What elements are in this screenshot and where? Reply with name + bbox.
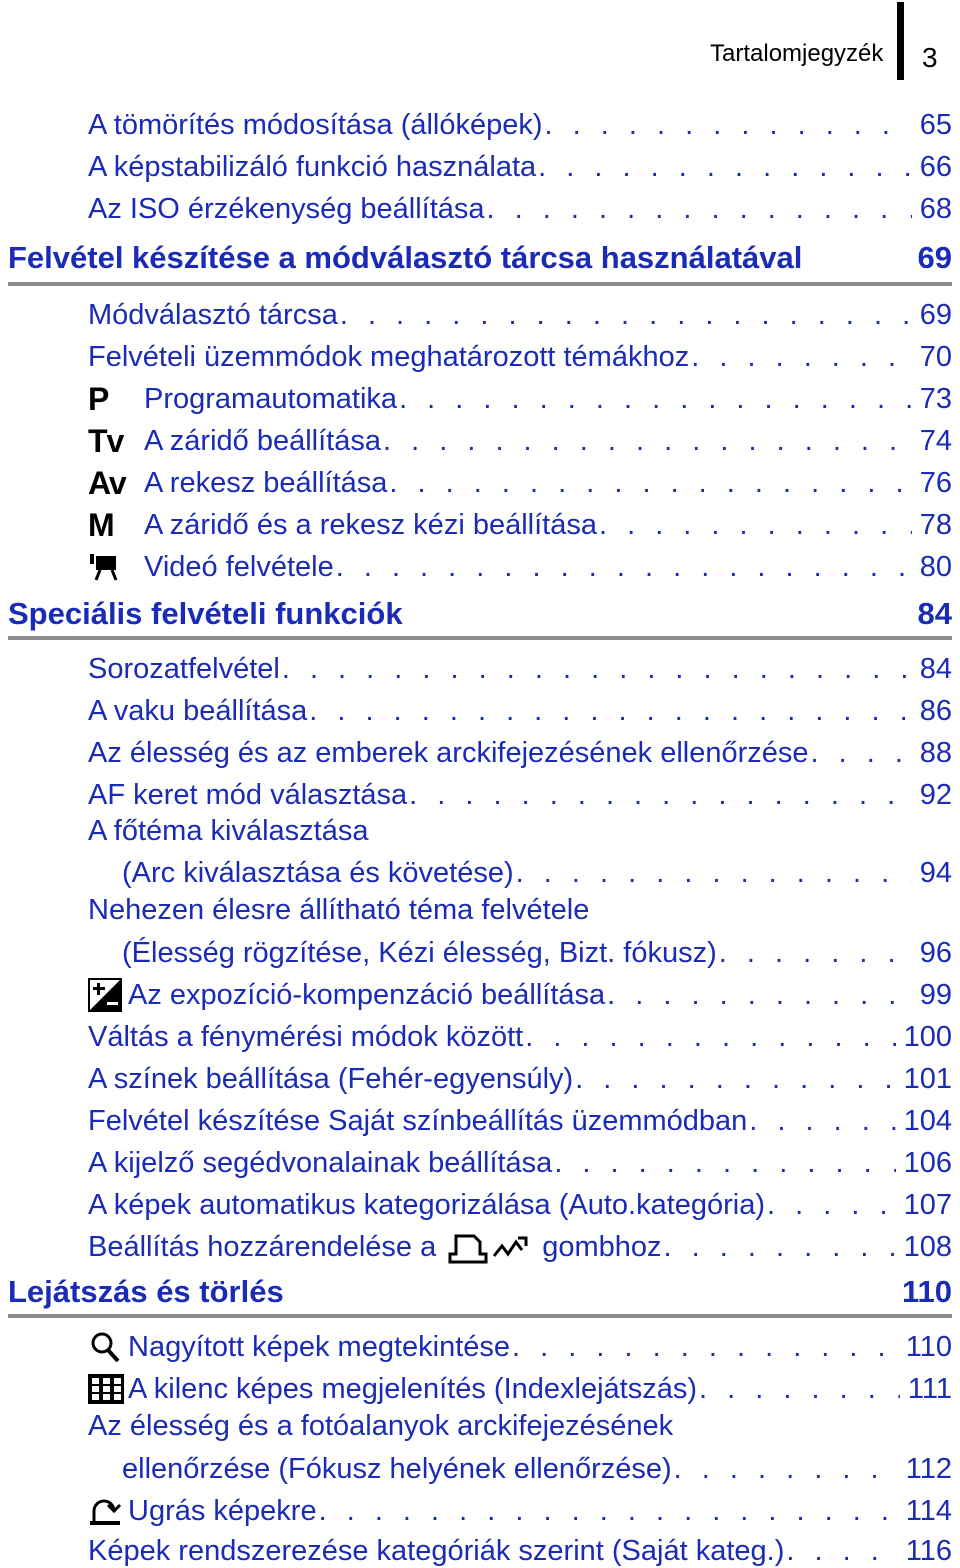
toc-entry[interactable]: ellenőrzése (Fókusz helyének ellenőrzése) . . . 112 — [122, 1444, 952, 1486]
section-divider — [8, 636, 952, 640]
toc-entry[interactable]: AF keret mód választása . . . 92 — [88, 770, 952, 812]
toc-entry[interactable]: Az ISO érzékenység beállítása . . . 68 — [88, 184, 952, 226]
movie-camera-icon — [88, 550, 144, 584]
toc-entry-line1[interactable]: Nehezen élesre állítható téma felvétele — [88, 894, 590, 926]
toc-entry[interactable]: P Programautomatika . . . 73 — [88, 374, 952, 416]
print-share-icon — [448, 1232, 530, 1264]
toc-entry[interactable]: Módválasztó tárcsa . . . 69 — [88, 290, 952, 332]
toc-entry[interactable]: Videó felvétele . . . 80 — [88, 542, 952, 584]
toc-entry[interactable]: A képek automatikus kategorizálása (Auto.kategória) . . . 107 — [88, 1180, 952, 1222]
toc-entry[interactable]: Váltás a fénymérési módok között . . . 100 — [88, 1012, 952, 1054]
aperture-priority-icon: Av — [88, 465, 126, 501]
toc-entry[interactable]: Felvétel készítése Saját színbeállítás üzemmódban . . . 104 — [88, 1096, 952, 1138]
section-heading[interactable]: Speciális felvételi funkciók 84 — [8, 596, 952, 631]
section-divider — [8, 1314, 952, 1318]
section-heading[interactable]: Lejátszás és törlés 110 — [8, 1274, 952, 1309]
program-mode-icon: P — [88, 381, 109, 417]
toc-entry[interactable]: A képstabilizáló funkció használata . . . 66 — [88, 142, 952, 184]
toc-entry[interactable]: (Arc kiválasztása és követése) . . . 94 — [122, 848, 952, 890]
header-divider — [897, 2, 904, 80]
toc-entry-line1[interactable]: Az élesség és a fotóalanyok arckifejezésének — [88, 1410, 674, 1442]
toc-entry[interactable]: Nagyított képek megtekintése . . . 110 — [88, 1322, 952, 1364]
toc-entry[interactable]: Tv A záridő beállítása . . . 74 — [88, 416, 952, 458]
toc-entry[interactable]: A vaku beállítása . . . 86 — [88, 686, 952, 728]
page-number: 3 — [922, 42, 938, 73]
toc-entry[interactable]: (Élesség rögzítése, Kézi élesség, Bizt. fókusz) . . . 96 — [122, 928, 952, 970]
toc-entry[interactable]: Képek rendszerezése kategóriák szerint (Saját kateg.) . . . 116 — [88, 1526, 952, 1568]
toc-entry[interactable]: Beállítás hozzárendelése a gombhoz . . . 108 — [88, 1222, 952, 1264]
toc-entry[interactable]: Az expozíció-kompenzáció beállítása . . . 99 — [88, 970, 952, 1012]
toc-entry[interactable]: M A záridő és a rekesz kézi beállítása . . . 78 — [88, 500, 952, 542]
toc-entry[interactable]: Av A rekesz beállítása . . . 76 — [88, 458, 952, 500]
manual-mode-icon: M — [88, 507, 114, 543]
section-heading[interactable]: Felvétel készítése a módválasztó tárcsa használatával 69 — [8, 240, 952, 275]
toc-entry[interactable]: A kilenc képes megjelenítés (Indexlejátszás) . . . 111 — [88, 1364, 952, 1406]
toc-entry[interactable]: Felvételi üzemmódok meghatározott témákhoz . . . 70 — [88, 332, 952, 374]
section-divider — [8, 282, 952, 286]
magnify-icon — [88, 1330, 128, 1364]
exposure-compensation-icon — [88, 978, 128, 1012]
toc-entry[interactable]: A színek beállítása (Fehér-egyensúly) . . . 101 — [88, 1054, 952, 1096]
jump-icon — [88, 1494, 128, 1528]
running-header: Tartalomjegyzék — [710, 40, 884, 67]
toc-entry-line1[interactable]: A főtéma kiválasztása — [88, 815, 369, 847]
toc-entry[interactable]: Sorozatfelvétel . . . 84 — [88, 644, 952, 686]
toc-entry[interactable]: Ugrás képekre . . . 114 — [88, 1486, 952, 1528]
toc-entry[interactable]: Az élesség és az emberek arckifejezésének ellenőrzése . . . 88 — [88, 728, 952, 770]
toc-entry[interactable]: A kijelző segédvonalainak beállítása . . . 106 — [88, 1138, 952, 1180]
toc-entry[interactable]: A tömörítés módosítása (állóképek) . . . 65 — [88, 100, 952, 142]
index-display-icon — [88, 1372, 128, 1406]
shutter-priority-icon: Tv — [88, 423, 124, 459]
